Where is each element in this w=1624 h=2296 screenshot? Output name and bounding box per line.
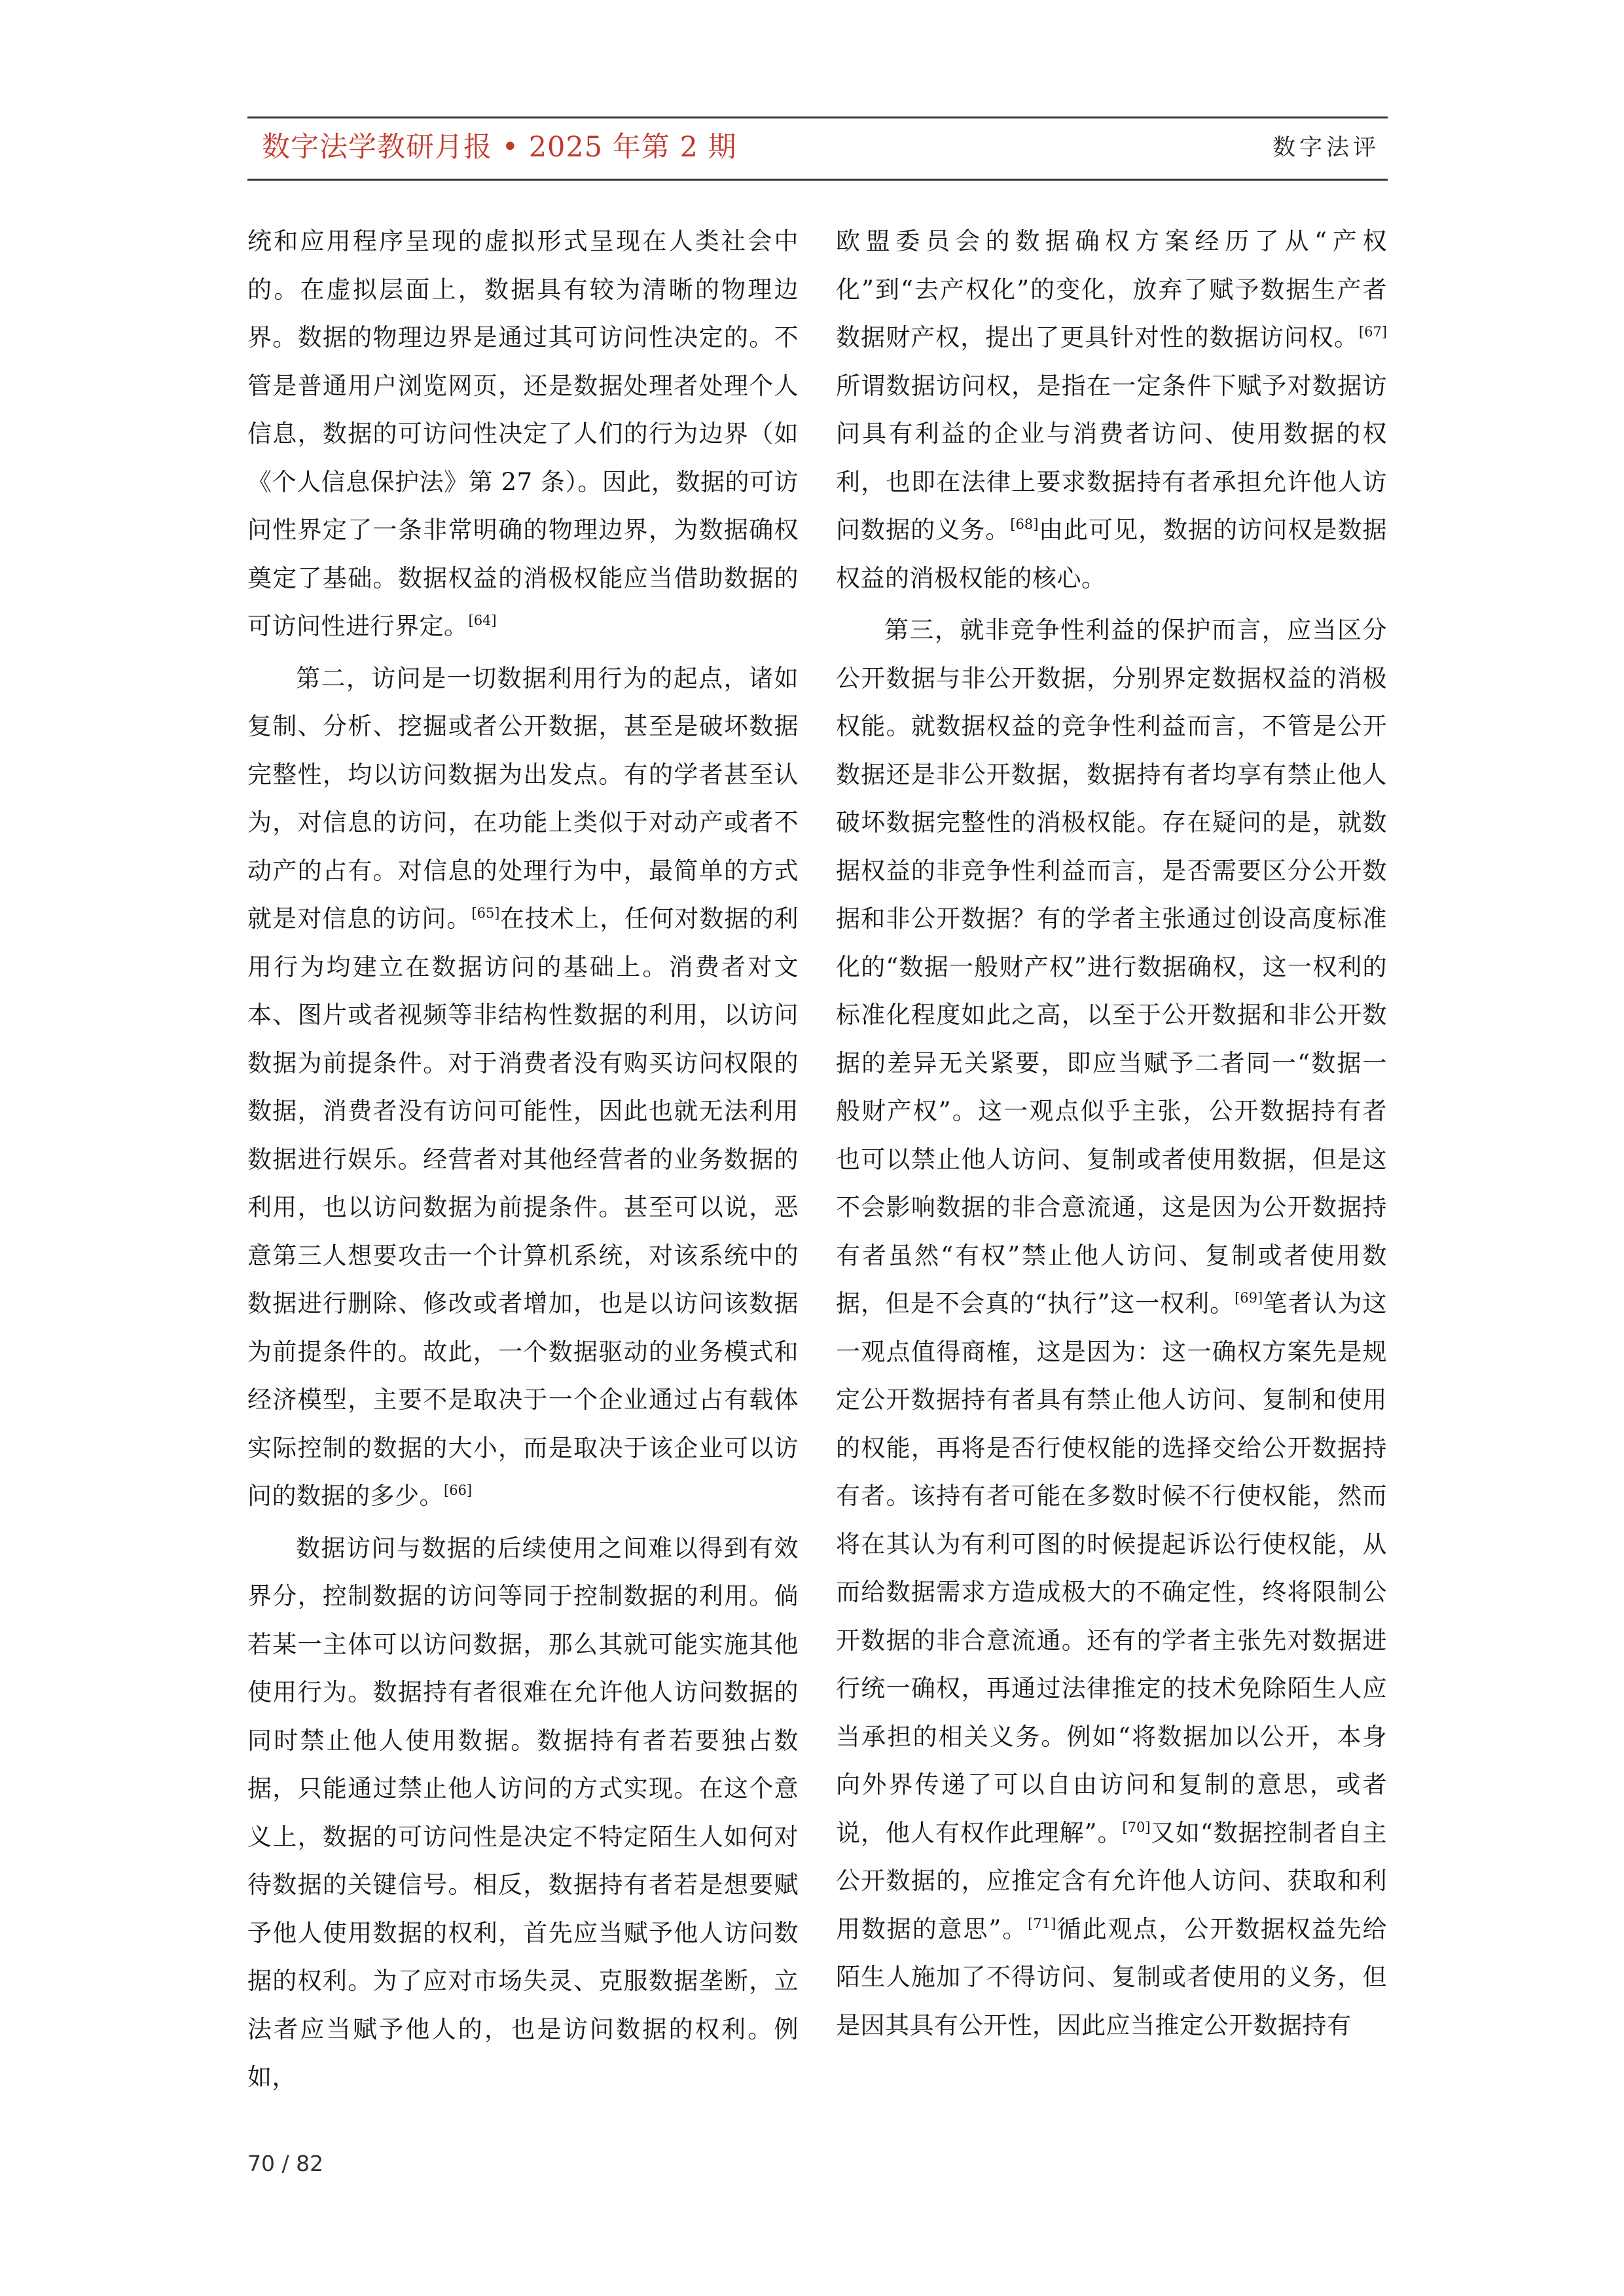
- footnote-ref[interactable]: [67]: [1358, 324, 1387, 340]
- running-header: [247, 117, 1388, 181]
- paragraph: 数据访问与数据的后续使用之间难以得到有效界分，控制数据的访问等同于控制数据的利用。倘若某一主体可以访问数据，那么其就可能实施其他使用行为。数据持有者很难在允许他人访问数据的同时禁止他人使用数据。数据持有者若要独占数据，只能通过禁止他人访问的方式实现。在这个意义上，数据的可访问性是决定不特定陌生人如何对待数据的关键信号。相反，数据持有者若是想要赋予他人使用数据的权利，首先应当赋予他人访问数据的权利。为了应对市场失灵、克服数据垄断，立法者应当赋予他人的，也是访问数据的权利。例如，: [247, 1534, 799, 2091]
- paragraph: 第二，访问是一切数据利用行为的起点，诸如复制、分析、挖掘或者公开数据，甚至是破坏数据完整性，均以访问数据为出发点。有的学者甚至认为，对信息的访问，在功能上类似于对动产或者不动产的占有。对信息的处理行为中，最简单的方式就是对信息的访问。[65]在技术上，任何对数据的利用行为均建立在数据访问的基础上。消费者对文本、图片或者视频等非结构性数据的利用，以访问数据为前提条件。对于消费者没有购买访问权限的数据，消费者没有访问可能性，因此也就无法利用数据进行娱乐。经营者对其他经营者的业务数据的利用，也以访问数据为前提条件。甚至可以说，恶意第三人想要攻击一个计算机系统，对该系统中的数据进行删除、修改或者增加，也是以访问该数据为前提条件的。故此，一个数据驱动的业务模式和经济模型，主要不是取决于一个企业通过占有载体实际控制的数据的大小，而是取决于该企业可以访问的数据的多少。[66]: [247, 664, 799, 1510]
- footnote-ref[interactable]: [71]: [1028, 1915, 1056, 1931]
- journal-title: 数字法学教研月报 • 2025 年第 2 期: [262, 131, 737, 164]
- footnote-ref[interactable]: [69]: [1235, 1290, 1263, 1306]
- page-indicator: 70 / 82: [247, 2151, 324, 2176]
- footnote-ref[interactable]: [68]: [1010, 516, 1039, 532]
- paragraph: 第三，就非竞争性利益的保护而言，应当区分公开数据与非公开数据，分别界定数据权益的消极权能。就数据权益的竞争性利益而言，不管是公开数据还是非公开数据，数据持有者均享有禁止他人破坏数据完整性的消极权能。存在疑问的是，就数据权益的非竞争性利益而言，是否需要区分公开数据和非公开数据？有的学者主张通过创设高度标准化的“数据一般财产权”进行数据确权，这一权利的标准化程度如此之高，以至于公开数据和非公开数据的差异无关紧要，即应当赋予二者同一“数据一般财产权”。这一观点似乎主张，公开数据持有者也可以禁止他人访问、复制或者使用数据，但是这不会影响数据的非合意流通，这是因为公开数据持有者虽然“有权”禁止他人访问、复制或者使用数据，但是不会真的“执行”这一权利。[69]笔者认为这一观点值得商榷，这是因为：这一确权方案先是规定公开数据持有者具有禁止他人访问、复制和使用的权能，再将是否行使权能的选择交给公开数据持有者。该持有者可能在多数时候不行使权能，然而将在其认为有利可图的时候提起诉讼行使权能，从而给数据需求方造成极大的不确定性，终将限制公开数据的非合意流通。还有的学者主张先对数据进行统一确权，再通过法律推定的技术免除陌生人应当承担的相关义务。例如“将数据加以公开，本身向外界传递了可以自由访问和复制的意思，或者说，他人有权作此理解”。[70]又如“数据控制者自主公开数据的，应推定含有允许他人访问、获取和利用数据的意思”。[71]循此观点，公开数据权益先给陌生人施加了不得访问、复制或者使用的义务，但是因其具有公开性，因此应当推定公开数据持有: [836, 616, 1388, 2039]
- footnote-ref[interactable]: [70]: [1122, 1819, 1151, 1835]
- footnote-ref[interactable]: [64]: [468, 613, 497, 628]
- section-title: 数字法评: [1272, 135, 1380, 161]
- paragraph: 欧盟委员会的数据确权方案经历了从“产权化”到“去产权化”的变化，放弃了赋予数据生产者数据财产权，提出了更具针对性的数据访问权。[67]所谓数据访问权，是指在一定条件下赋予对数据访问具有利益的企业与消费者访问、使用数据的权利，也即在法律上要求数据持有者承担允许他人访问数据的义务。[68]由此可见，数据的访问权是数据权益的消极权能的核心。: [836, 227, 1387, 592]
- footnote-ref[interactable]: [66]: [444, 1482, 473, 1498]
- paragraph: 统和应用程序呈现的虚拟形式呈现在人类社会中的。在虚拟层面上，数据具有较为清晰的物理边界。数据的物理边界是通过其可访问性决定的。不管是普通用户浏览网页，还是数据处理者处理个人信息，数据的可访问性决定了人们的行为边界（如《个人信息保护法》第 27 条）。因此，数据的可访问性界定了一条非常明确的物理边界，为数据确权奠定了基础。数据权益的消极权能应当借助数据的可访问性进行界定。[64]: [247, 227, 799, 640]
- left-column: [247, 217, 799, 2102]
- footnote-ref[interactable]: [65]: [471, 905, 500, 921]
- right-column: [836, 217, 1387, 2049]
